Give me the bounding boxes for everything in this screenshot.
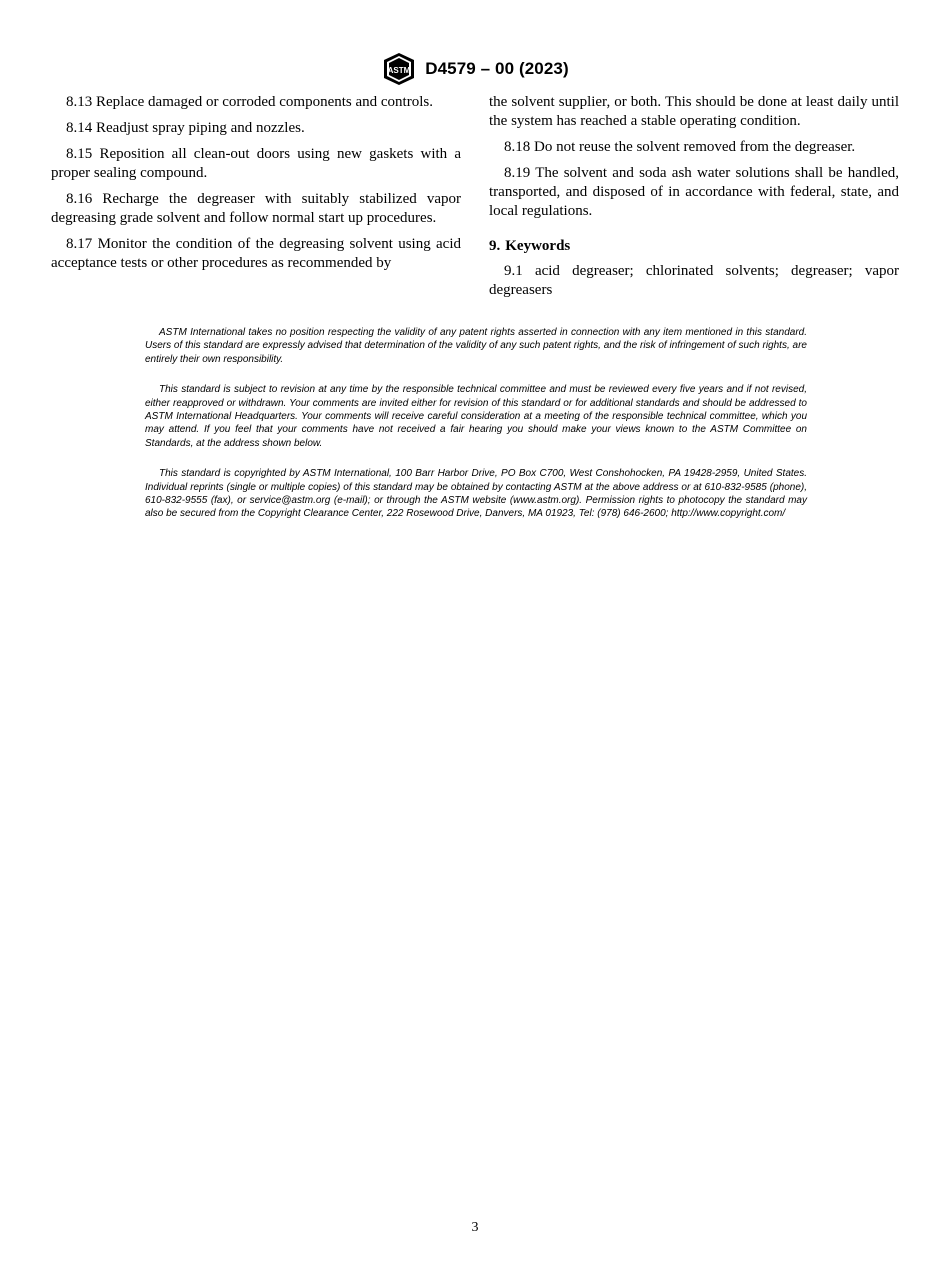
paragraph-text: The solvent and soda ash water solutions shall be handled, transported, and disposed of in accordance with federal, state, and local regulations. <box>489 165 899 219</box>
section-heading-keywords <box>489 237 899 256</box>
paragraph-number: 8.15 <box>66 146 93 162</box>
paragraph-text: Replace damaged or corroded components and controls. <box>96 94 433 110</box>
paragraph-8-17 <box>51 235 461 273</box>
paragraph-8-19 <box>489 164 899 221</box>
left-column <box>51 93 461 280</box>
paragraph-text: Recharge the degreaser with suitably stabilized vapor degreasing grade solvent and follow normal start up procedures. <box>51 191 461 226</box>
paragraph-8-14 <box>51 119 461 138</box>
paragraph-number: 9.1 <box>504 263 523 279</box>
page-header <box>0 52 950 86</box>
paragraph-number: 8.13 <box>66 94 93 110</box>
paragraph-number: 8.16 <box>66 191 93 207</box>
revision-notice: This standard is subject to revision at any time by the responsible technical committee and must be reviewed every five years and if not revised, either reapproved or withdrawn. Your comments are invited either for revision of this standard or for additional standards and should be addressed to ASTM International Headquarters. Your comments will receive careful consideration at a meeting of the responsible technical committee, which you may attend. If you feel that your comments have not received a fair hearing you should make your views known to the ASTM Committee on Standards, at the address shown below. <box>145 384 807 449</box>
astm-logo-icon <box>381 52 417 86</box>
paragraph-8-18 <box>489 138 899 157</box>
paragraph-number: 8.17 <box>66 236 93 252</box>
patent-notice: ASTM International takes no position respecting the validity of any patent rights asserted in connection with any item mentioned in this standard. Users of this standard are expressly advised that determination of the validity of any such patent rights, and the risk of infringement of such rights, are entirely their own responsibility. <box>145 327 807 365</box>
paragraph-8-15 <box>51 145 461 183</box>
legal-footer <box>145 326 807 538</box>
paragraph-8-13 <box>51 93 461 112</box>
section-number: 9. <box>489 238 501 254</box>
paragraph-8-16 <box>51 190 461 228</box>
standard-designation: D4579 – 00 (2023) <box>425 59 569 78</box>
paragraph-text: Reposition all clean-out doors using new gaskets with a proper sealing compound. <box>51 146 462 181</box>
copyright-notice: This standard is copyrighted by ASTM International, 100 Barr Harbor Drive, PO Box C700, West Conshohocken, PA 19428-2959, United States. Individual reprints (single or multiple copies) of this standard may be obtained by contacting ASTM at the above address or at 610-832-9585 (phone), 610-832-9555 (fax), or service@astm.org (e-mail); or through the ASTM website (www.astm.org). Permission rights to photocopy the standard may also be secured from the Copyright Clearance Center, 222 Rosewood Drive, Danvers, MA 01923, Tel: (978) 646-2600; http://www.copyright.com/ <box>145 468 807 520</box>
paragraph-number: 8.14 <box>66 120 93 136</box>
page-number: 3 <box>471 1220 479 1235</box>
paragraph-text: Readjust spray piping and nozzles. <box>96 120 305 136</box>
paragraph-text: Do not reuse the solvent removed from the degreaser. <box>534 139 856 155</box>
svg-text:ASTM: ASTM <box>387 66 411 75</box>
paragraph-text: Monitor the condition of the degreasing solvent using acid acceptance tests or other procedures as recommended by <box>51 236 462 271</box>
paragraph-number: 8.19 <box>504 165 531 181</box>
paragraph-9-1 <box>489 262 899 300</box>
paragraph-8-17-continuation: the solvent supplier, or both. This should be done at least daily until the system has reached a stable operating condition. <box>489 94 899 129</box>
paragraph-number: 8.18 <box>504 139 531 155</box>
right-column <box>489 93 899 307</box>
paragraph-text: acid degreaser; chlorinated solvents; degreaser; vapor degreasers <box>489 263 900 298</box>
section-title: Keywords <box>505 238 571 254</box>
